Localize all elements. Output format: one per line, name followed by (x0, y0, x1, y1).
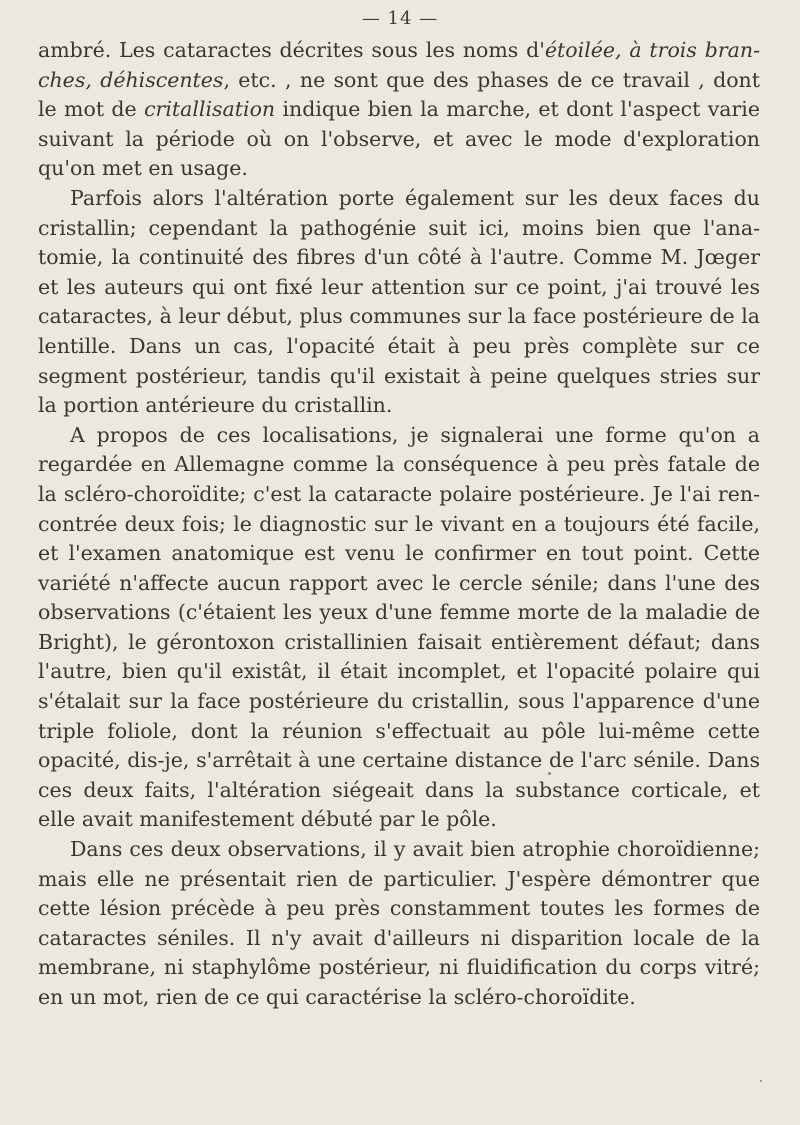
italic-term: critallisation (144, 97, 276, 122)
paragraph (38, 835, 760, 1013)
page-number-header: — 14 — (361, 8, 439, 29)
paragraph (38, 421, 760, 835)
paragraph (38, 184, 760, 421)
text-segment: indique bien la marche, et dont l'aspect varie suivant la période où on l'observe, et avec le mode d'exploration qu'on met en usage. (38, 97, 760, 181)
italic-term: étoilée, à trois branches, déhiscentes (38, 38, 760, 92)
body-text (38, 36, 760, 1013)
text-segment: A propos de ces localisations, je signalerai une forme qu'on a regardée en Allemagne comme la conséquence à peu près fatale de la scléro-choroïdite; c'est la cataracte polaire postérieure. Je l'ai rencontrée deux fois; le diagnostic sur le vivant en a toujours été facile, et l'examen anatomique est venu le confirmer en tout point. Cette variété n'affecte aucun rapport avec le cercle sénile; dans l'une des observations (c'étaient les yeux d'une femme morte de la maladie de Bright), le gérontoxon cristallinien faisait entièrement défaut; dans l'autre, bien qu'il existât, il était incomplet, et l'opacité polaire qui s'étalait sur la face postérieure du cristallin, sous l'apparence d'une triple foliole, dont la réunion s'effectuait au pôle lui-même cette opacité, dis-je, s'arrêtait à une certaine distance de l'arc sénile. Dans ces deux faits, l'altération siégeait dans la substance corticale, et elle avait manifestement débuté par le pôle. (38, 422, 760, 832)
text-segment: Parfois alors l'altération porte également sur les deux faces du cristallin; cependant la pathogénie suit ici, moins bien que l'anatomie, la continuité des fibres d'un côté à l'autre. Comme M. Jœger et les auteurs qui ont fixé leur attention sur ce point, j'ai trouvé les cataractes, à leur début, plus communes sur la face postérieure de la lentille. Dans un cas, l'opacité était à peu près complète sur ce segment postérieur, tandis qu'il existait à peine quelques stries sur la portion antérieure du cristallin. (38, 185, 760, 418)
paper-speck (760, 1080, 762, 1082)
text-segment: ambré. Les cataractes décrites sous les noms d' (38, 38, 545, 62)
text-segment: Dans ces deux observations, il y avait bien atrophie choroïdienne; mais elle ne présentait rien de particulier. J'espère démontrer que cette lésion précède à peu près constamment toutes les formes de cataractes séniles. Il n'y avait d'ailleurs ni disparition locale de la membrane, ni staphylôme postérieur, ni fluidification du corps vitré; en un mot, rien de ce qui caractérise la scléro-choroïdite. (38, 837, 760, 1009)
paper-speck (548, 772, 551, 775)
text-segment: , etc. , ne sont que des phases de ce travail , dont le mot de (38, 67, 760, 122)
paragraph-continuation (38, 36, 760, 184)
